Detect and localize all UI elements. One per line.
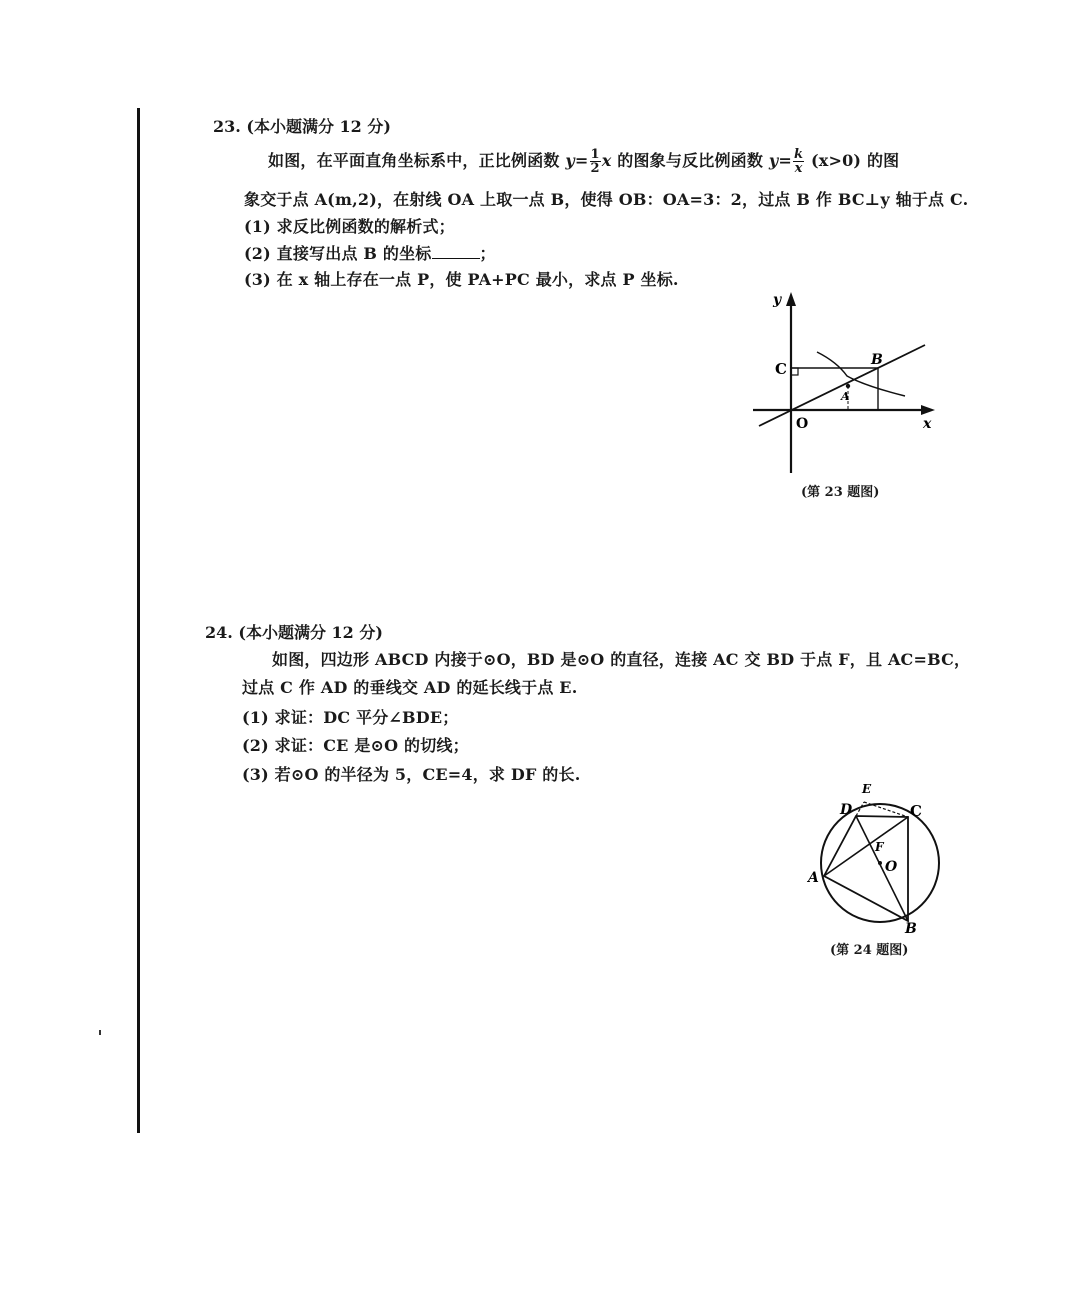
margin-binding-line	[137, 108, 140, 1133]
q23-line-1-text-c: (x>0) 的图	[810, 151, 900, 170]
scan-speck	[99, 1030, 101, 1035]
q23-part-2-end: ；	[479, 244, 496, 263]
q24-label-f: F	[875, 840, 884, 854]
q23-frac2-den: x	[794, 161, 803, 176]
q24-figure-svg	[800, 775, 950, 937]
q23-hyperbola	[817, 352, 905, 396]
q23-label-y: y	[773, 292, 782, 308]
q23-x-arrow	[921, 405, 935, 415]
q23-line-1	[268, 148, 899, 175]
q24-part-3: (3) 若⊙O 的半径为 5，CE=4，求 DF 的长.	[242, 765, 581, 784]
q24-label-o: O	[885, 859, 898, 875]
q23-y-eq-2: y=	[768, 151, 792, 170]
q24-figure-caption: (第 24 题图)	[830, 943, 909, 958]
q23-y-arrow	[786, 292, 796, 306]
q23-label-a: A	[841, 390, 850, 403]
q23-fraction-k-over-x	[793, 148, 804, 175]
q24-figure	[800, 775, 950, 941]
q24-label-a: A	[808, 870, 819, 886]
q24-part-2: (2) 求证：CE 是⊙O 的切线；	[242, 736, 469, 755]
q23-part-3: (3) 在 x 轴上存在一点 P，使 PA+PC 最小，求点 P 坐标.	[244, 270, 679, 289]
q24-center-point	[878, 861, 882, 865]
q23-proportional-line	[759, 345, 925, 426]
q23-frac1-num: 1	[590, 147, 600, 162]
q23-answer-blank	[432, 244, 480, 259]
q23-figure	[745, 288, 950, 482]
q23-frac1-den: 2	[590, 161, 600, 176]
q24-label-d: D	[840, 802, 853, 818]
q23-y-eq-1: y=	[565, 151, 589, 170]
q24-diameter-bd	[856, 816, 908, 921]
q23-label-o: O	[796, 416, 809, 432]
q23-x-1: x	[601, 151, 612, 170]
q23-fraction-half	[590, 148, 601, 175]
q23-label-b: B	[871, 352, 883, 368]
q23-part-2	[244, 241, 496, 264]
q24-label-e: E	[862, 782, 872, 796]
q23-label-x: x	[923, 416, 932, 432]
q23-line-2: 象交于点 A(m,2)，在射线 OA 上取一点 B，使得 OB：OA=3：2，过点 B 作 BC⊥y 轴于点 C.	[244, 190, 969, 209]
q23-figure-caption: (第 23 题图)	[801, 485, 880, 500]
q23-line-1-text-a: 如图，在平面直角坐标系中，正比例函数	[268, 151, 560, 170]
q24-heading: 24. (本小题满分 12 分)	[205, 623, 383, 642]
q23-line-1-text-b: 的图象与反比例函数	[617, 151, 769, 170]
q23-figure-svg	[745, 288, 950, 478]
q23-heading: 23. (本小题满分 12 分)	[213, 117, 391, 136]
q24-label-b: B	[905, 921, 917, 937]
q23-frac2-num: k	[793, 147, 804, 162]
q23-part-2-text: (2) 直接写出点 B 的坐标	[244, 244, 432, 263]
q24-line-1: 如图，四边形 ABCD 内接于⊙O，BD 是⊙O 的直径，连接 AC 交 BD 于点 F，且 AC=BC，	[272, 650, 971, 669]
q23-point-a	[846, 384, 850, 388]
q23-part-1: (1) 求反比例函数的解析式；	[244, 217, 455, 236]
q24-label-c: C	[910, 802, 922, 820]
q24-part-1: (1) 求证：DC 平分∠BDE；	[242, 708, 459, 727]
q23-label-c: C	[775, 360, 787, 378]
q24-line-2: 过点 C 作 AD 的垂线交 AD 的延长线于点 E.	[242, 678, 578, 697]
